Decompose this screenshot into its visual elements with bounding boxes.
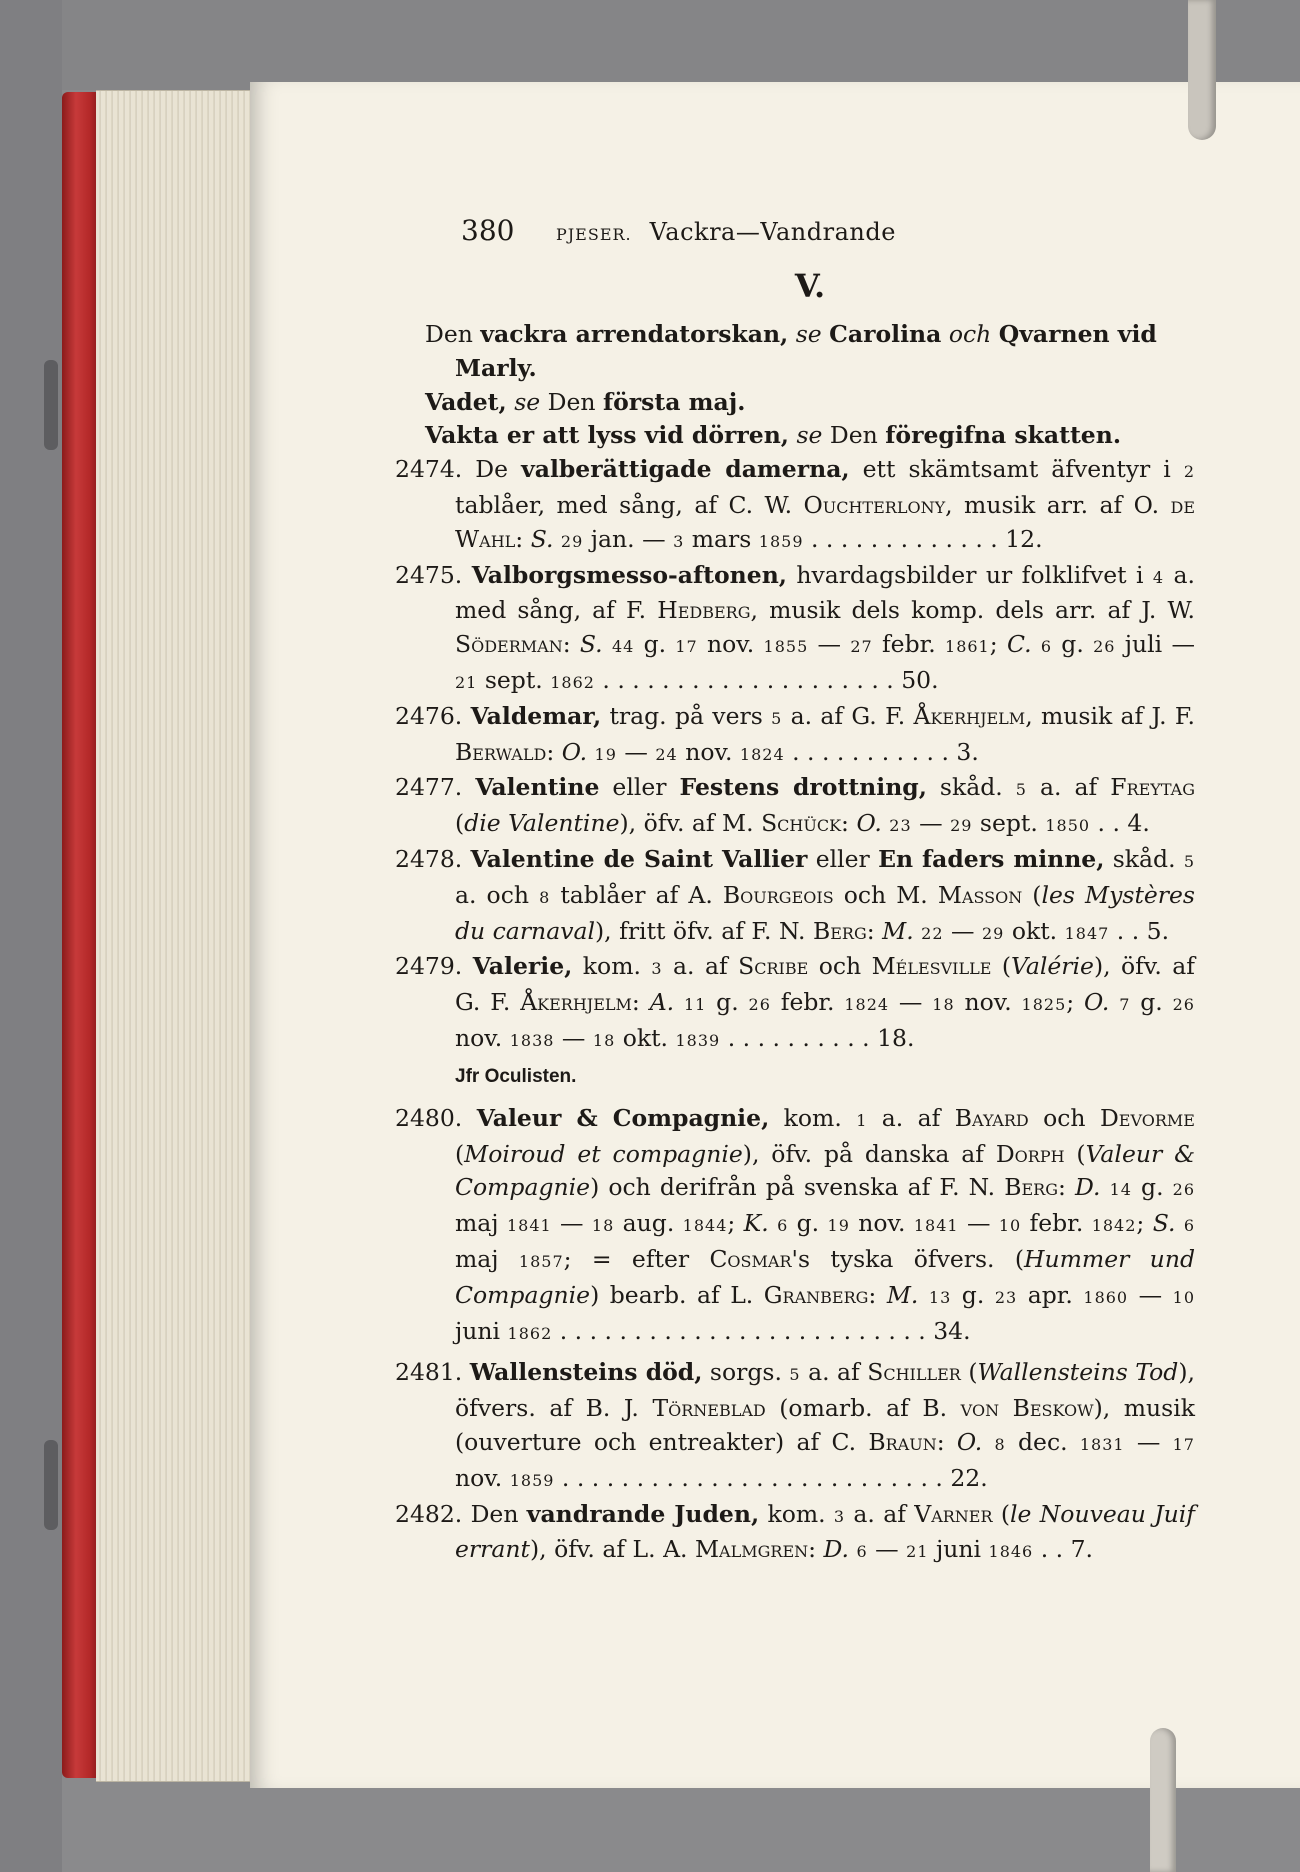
book-clip-top — [1188, 0, 1216, 140]
page-block-edges — [96, 90, 256, 1782]
entry-2476: 2476. Valdemar, trag. på vers 5 a. af G. F. Åkerhjelm, musik af J. F. Berwald: O. 19 — 24 nov. 1824 . . . . . . . . . . . 3. — [395, 701, 1195, 766]
xref-entry: Vadet, se Den första maj. — [425, 387, 746, 416]
book-clip-bottom — [1150, 1728, 1176, 1872]
entry-2478: 2478. Valentine de Saint Vallier eller En faders minne, skåd. 5 a. och 8 tablåer af A. Bourgeois och M. Masson (les Mystères du carnaval), fritt öfv. af F. N. Berg: M. 22 — 29 okt. 1847 . . 5. — [395, 844, 1195, 945]
page-text — [395, 214, 1196, 1569]
book-clip-left-upper — [44, 360, 58, 450]
xref-entry: Den vackra arrendatorskan, se Carolina och Qvarnen vid Marly. — [425, 320, 1157, 382]
entry-2477: 2477. Valentine eller Festens drottning, skåd. 5 a. af Freytag (die Valentine), öfv. af M. Schück: O. 23 — 29 sept. 1850 . . 4. — [395, 773, 1195, 838]
running-title: Vackra—Vandrande — [649, 218, 896, 246]
book-clip-left-lower — [44, 1440, 58, 1530]
see-also-note: Jfr Oculisten. — [455, 1065, 577, 1087]
page-number: 380 — [461, 214, 515, 247]
entry-2480: 2480. Valeur & Compagnie, kom. 1 a. af Bayard och Devorme (Moiroud et compagnie), öfv. på danska af Dorph (Valeur & Compagnie) och derifrån på svenska af F. N. Berg: D. 14 g. 26 maj 1841 — 18 aug. 1844; K. 6 g. 19 nov. 1841 — 10 febr. 1842; S. 6 maj 1857; = efter Cosmar's tyska öfvers. (Hummer und Compagnie) bearb. af L. Granberg: M. 13 g. 23 apr. 1860 — 10 juni 1862 . . . . . . . . . . . . . . . . . . . . . . . . . 34. — [395, 1103, 1196, 1345]
background-top — [0, 0, 1300, 90]
entry-2475: 2475. Valborgsmesso-aftonen, hvardagsbilder ur folklifvet i 4 a. med sång, af F. Hedberg, musik dels komp. dels arr. af J. W. Söderman: S. 44 g. 17 nov. 1855 — 27 febr. 1861; C. 6 g. 26 juli — 21 sept. 1862 . . . . . . . . . . . . . . . . . . . . 50. — [395, 560, 1196, 694]
section-letter: V. — [794, 267, 826, 305]
background-left — [0, 0, 62, 1872]
entry-2482: 2482. Den vandrande Juden, kom. 3 a. af Varner (le Nouveau Juif errant), öfv. af L. A. Malmgren: D. 6 — 21 juni 1846 . . 7. — [395, 1499, 1195, 1564]
page-header — [425, 214, 1195, 260]
entry-2474: 2474. De valberättigade damerna, ett skämtsamt äfventyr i 2 tablåer, med sång, af C. W. Ouchterlony, musik arr. af O. de Wahl: S. 29 jan. — 3 mars 1859 . . . . . . . . . . . . . 12. — [395, 455, 1195, 553]
entry-2481: 2481. Wallensteins död, sorgs. 5 a. af Schiller (Wallensteins Tod), öfvers. af B. J. Törneblad (omarb. af B. von Beskow), musik (ouverture och entreakter) af C. Braun: O. 8 dec. 1831 — 17 nov. 1859 . . . . . . . . . . . . . . . . . . . . . . . . . . 22. — [395, 1358, 1195, 1492]
running-head: PJESER. — [556, 225, 632, 244]
xref-entry: Vakta er att lyss vid dörren, se Den föregifna skatten. — [425, 421, 1122, 450]
entry-2479: 2479. Valerie, kom. 3 a. af Scribe och Mélesville (Valérie), öfv. af G. F. Åkerhjelm: A. 11 g. 26 febr. 1824 — 18 nov. 1825; O. 7 g. 26 nov. 1838 — 18 okt. 1839 . . . . . . . . . . 18. — [395, 952, 1195, 1052]
